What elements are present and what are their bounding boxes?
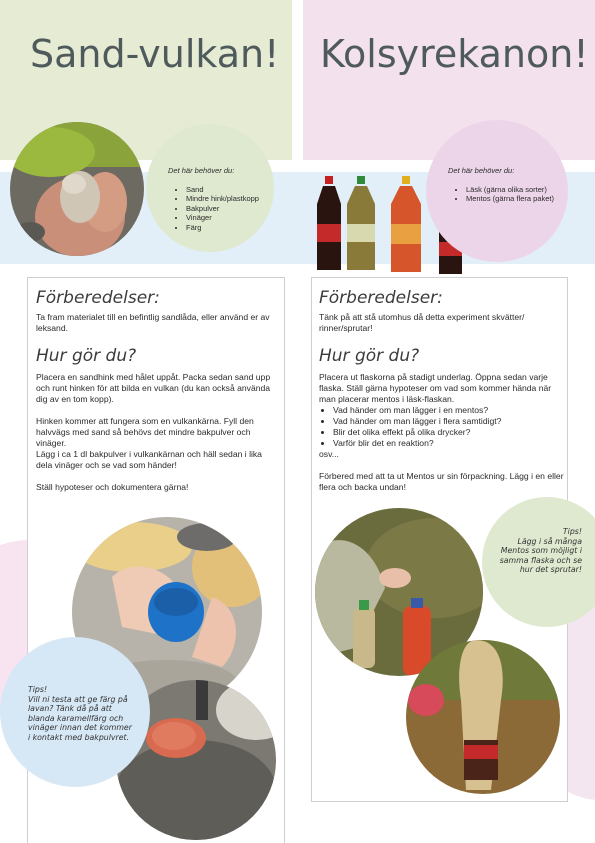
question-item: • Varför blir det en reaktion? [333,438,565,449]
needs-heading-right: Det här behöver du: [448,166,515,175]
needs-item: • Bakpulver [186,204,264,214]
title-sand-vulkan: Sand-vulkan! [30,32,280,76]
needs-item: • Vinäger [186,213,264,223]
how-heading-left: Hur gör du? [36,346,137,366]
how-paragraph: Hinken kommer att fungera som en vulkankärna. Fyll den halvvägs med sand så behövs det mindre bakpulver och vinäger. [36,416,254,448]
tip-text-right: Tips! Lägg i så många Mentos som möjligt i samma flaska och se hur det sprutar! [499,527,582,575]
tip-text-left: Tips! Vill ni testa att ge färg på lavan? Tänk då på att blanda karamellfärg och vinäger innan det kommer i kontakt med bakpulvret. [28,685,132,742]
photo-bottle-eruption [406,640,560,794]
needs-item: • Sand [186,185,264,195]
prep-text-left: Ta fram materialet till en befintlig sandlåda, eller använd er av leksand. [36,312,270,333]
needs-heading-left: Det här behöver du: [168,166,235,175]
how-text-left [36,372,280,493]
how-paragraph: Placera ut flaskorna på stadigt underlag. Öppna sedan varje flaska. Ställ gärna hypoteser om vad som kommer hända när man placerar mentos i läsk-flaskan. [319,372,552,404]
needs-bubble-left [146,124,274,252]
osv-text: osv... [319,449,339,459]
how-heading-right: Hur gör du? [319,346,420,366]
how-paragraph: Ställ hypoteser och dokumentera gärna! [36,482,189,492]
question-item: • Vad händer om man lägger i en mentos? [333,405,565,416]
question-item: • Blir det olika effekt på olika drycker? [333,427,565,438]
needs-item: • Färg [186,223,264,233]
how-paragraph: Förbered med att ta ut Mentos ur sin förpackning. Lägg i en eller flera och backa undan! [319,471,564,492]
needs-item: • Mindre hink/plastkopp [186,194,264,204]
title-kolsyrekanon: Kolsyrekanon! [320,32,589,76]
tip-bubble-left [0,637,150,787]
prep-heading-left: Förberedelser: [36,288,160,308]
how-paragraph: Placera en sandhink med hålet uppåt. Packa sedan sand upp och runt hinken för att bilda en vulkan (du kan också använda dig av en tom kopp). [36,372,271,404]
needs-list-right [448,185,560,204]
question-list [319,405,565,449]
needs-bubble-right [426,120,568,262]
question-item: • Vad händer om man lägger i flera samtidigt? [333,416,565,427]
how-paragraph: Lägg i ca 1 dl bakpulver i vulkankärnan och häll sedan i lika dela vinäger och se vad som händer! [36,449,262,470]
needs-item: • Mentos (gärna flera paket) [466,194,560,204]
needs-item: • Läsk (gärna olika sorter) [466,185,560,195]
needs-list-left [168,185,264,233]
prep-heading-right: Förberedelser: [319,288,443,308]
how-text-right [319,372,565,493]
prep-text-right: Tänk på att stå utomhus då detta experiment skvätter/ rinner/sprutar! [319,312,525,333]
photo-hands-with-sand [10,122,144,256]
